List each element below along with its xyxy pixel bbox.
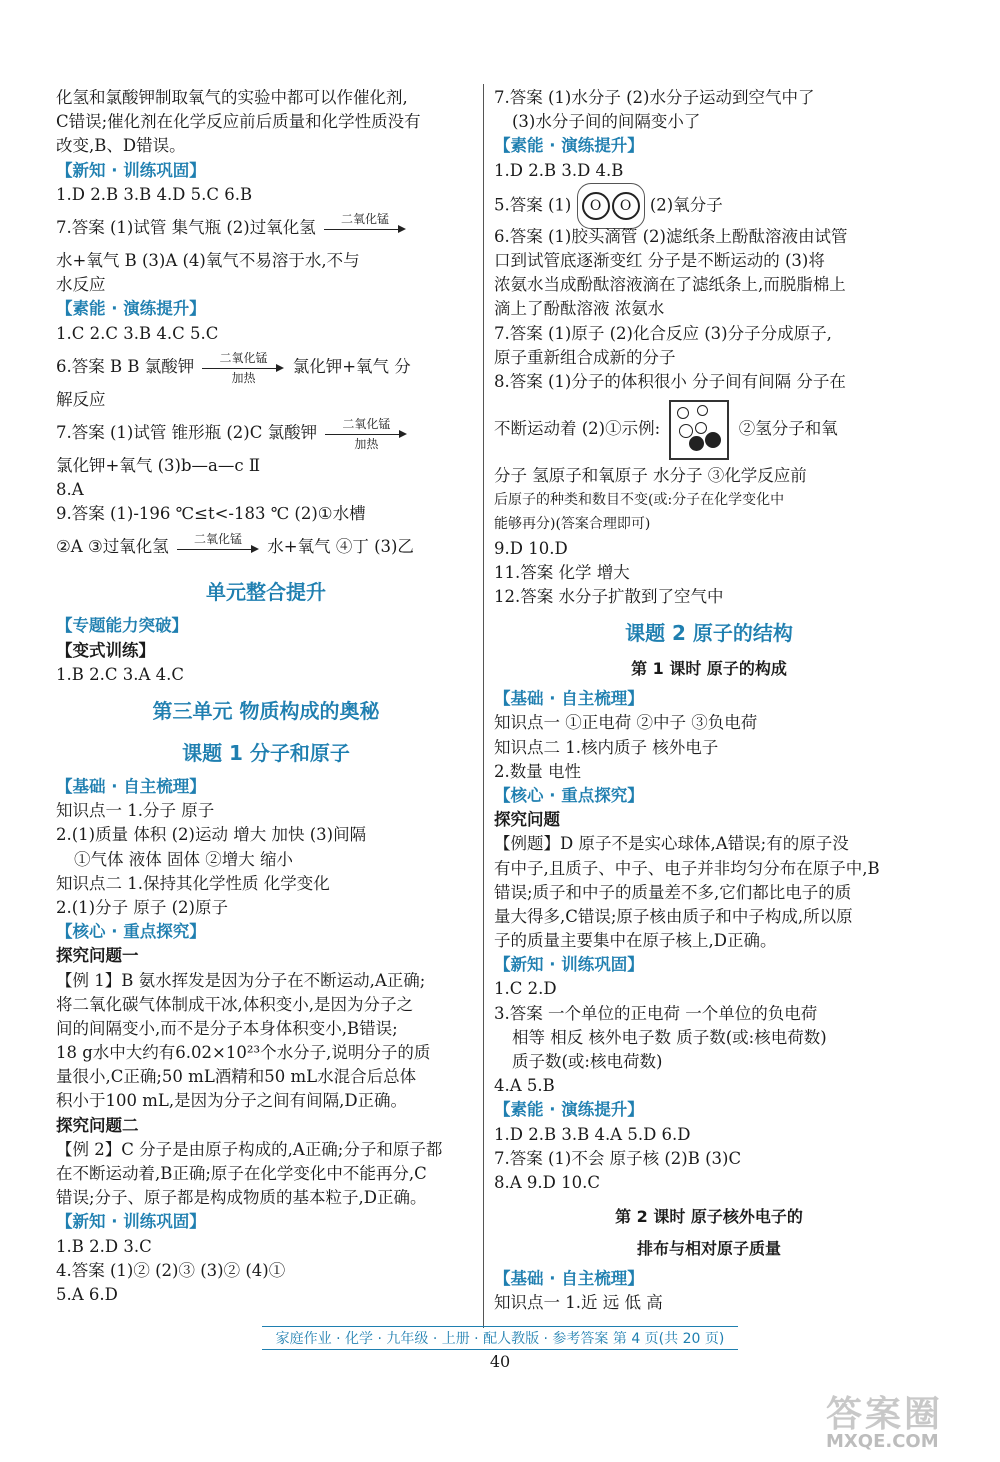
- explanation-line: 【例题】D 原子不是实心球体,A错误;有的原子没: [494, 834, 849, 854]
- explanation-line: 在不断运动着,B正确;原子在化学变化中不能再分,C: [56, 1164, 427, 1183]
- answer-line: 知识点二 1.保持其化学性质 化学变化: [56, 873, 330, 893]
- section-header: 【基础 · 自主梳理】: [56, 777, 206, 796]
- answer-line: 4.A 5.B: [494, 1076, 555, 1096]
- answer-line: 能够再分)(答案合理即可): [494, 516, 651, 533]
- oxygen-atom-icon: O: [612, 192, 640, 220]
- subsection-header: 探究问题一: [56, 946, 139, 966]
- answer-line: 7.答案 (1)不会 原子核 (2)B (3)C: [494, 1148, 742, 1168]
- answer-line: 相等 相反 核外电子数 质子数(或:核电荷数): [512, 1027, 827, 1047]
- text-line: 改变,B、D错误。: [56, 136, 186, 156]
- answer-line: 后原子的种类和数目不变(或:分子在化学变化中: [494, 492, 785, 509]
- explanation-line: 间的间隔变小,而不是分子本身体积变小,B错误;: [56, 1018, 398, 1038]
- answer-line: 1.C 2.D: [494, 979, 557, 999]
- footer-caption: 家庭作业 · 化学 · 九年级 · 上册 · 配人教版 · 参考答案 第 4 页(共 20 页): [262, 1326, 739, 1350]
- left-column: [56, 86, 476, 1307]
- answer-line: 滴上了酚酞溶液 浓氨水: [494, 299, 665, 319]
- subsection-header: 探究问题二: [56, 1115, 139, 1135]
- section-header: 【素能 · 演练提升】: [56, 299, 206, 319]
- section-header: 【核心 · 重点探究】: [494, 785, 644, 805]
- answer-line: 9.答案 (1)-196 ℃≤t<-183 ℃ (2)①水槽: [56, 504, 366, 524]
- period-title: 排布与相对原子质量: [636, 1239, 781, 1259]
- explanation-line: 【例 1】B 氨水挥发是因为分子在不断运动,A正确;: [56, 970, 426, 990]
- section-header: 【素能 · 演练提升】: [494, 1100, 644, 1120]
- watermark-logo-text: 答案圈: [826, 1394, 944, 1435]
- answer-line: 1.C 2.C 3.B 4.C 5.C: [56, 323, 219, 343]
- answer-line: 不断运动着 (2)①示例: ②氢分子和氧: [494, 394, 924, 464]
- explanation-line: 将二氧化碳气体制成干冰,体积变小,是因为分子之: [56, 994, 413, 1014]
- answer-line: 8.答案 (1)分子的体积很小 分子间有间隔 分子在: [494, 371, 846, 391]
- watermark-logo: [826, 1386, 986, 1452]
- section-header: 【新知 · 训练巩固】: [494, 955, 644, 975]
- explanation-line: 错误;分子、原子都是构成物质的基本粒子,D正确。: [56, 1188, 427, 1208]
- answer-line: 知识点二 1.核内质子 核外电子: [494, 737, 719, 757]
- answer-line: 8.A 9.D 10.C: [494, 1172, 600, 1192]
- answer-line: 水+氧气 B (3)A (4)氧气不易溶于水,不与: [56, 250, 360, 270]
- explanation-line: 积小于100 mL,是因为分子之间有间隔,D正确。: [56, 1091, 408, 1111]
- answer-line: 知识点一 1.分子 原子: [56, 801, 215, 821]
- answer-line: ①气体 液体 固体 ②增大 缩小: [74, 849, 293, 869]
- answer-line: 4.答案 (1)② (2)③ (3)② (4)①: [56, 1260, 286, 1280]
- answer-line: 7.答案 (1)试管 集气瓶 (2)过氧化氢 二氧化锰: [56, 207, 476, 249]
- answer-line: ②A ③过氧化氢 二氧化锰 水+氧气 ④丁 (3)乙: [56, 526, 476, 568]
- answer-line: 8.A: [56, 480, 84, 500]
- answer-line: 7.答案 (1)水分子 (2)水分子运动到空气中了: [494, 88, 815, 107]
- subsection-header: 【变式训练】: [56, 640, 155, 660]
- answer-line: 7.答案 (1)原子 (2)化合反应 (3)分子分成原子,: [494, 323, 832, 343]
- oxygen-atom-icon: O: [582, 192, 610, 220]
- answer-line: 1.D 2.B 3.B 4.A 5.D 6.D: [494, 1124, 691, 1144]
- explanation-line: 有中子,且质子、中子、电子并非均匀分布在原子中,B: [494, 858, 880, 878]
- answer-line: 3.答案 一个单位的正电荷 一个单位的负电荷: [494, 1003, 818, 1023]
- reaction-arrow: 二氧化锰: [177, 534, 259, 562]
- oxygen-molecule-diagram: [577, 183, 645, 229]
- lesson-title: 课题 1 分子和原子: [182, 741, 350, 765]
- text-line: C错误;催化剂在化学反应前后质量和化学性质没有: [56, 112, 421, 132]
- right-column: [494, 86, 924, 1316]
- answer-line: 5.A 6.D: [56, 1284, 118, 1304]
- explanation-line: 量很小,C正确;50 mL酒精和50 mL水混合后总体: [56, 1067, 417, 1087]
- molecule-box-diagram: [669, 400, 729, 460]
- answer-line: 原子重新组合成新的分子: [494, 347, 676, 367]
- answer-line: 12.答案 水分子扩散到了空气中: [494, 587, 724, 606]
- period-title: 第 1 课时 原子的构成: [631, 659, 787, 679]
- section-header: 【新知 · 训练巩固】: [56, 1212, 206, 1232]
- answer-line: 解反应: [56, 389, 106, 409]
- reaction-arrow: 二氧化锰 加热: [202, 353, 284, 381]
- answer-line: 1.D 2.B 3.D 4.B: [494, 160, 624, 180]
- reaction-arrow: 二氧化锰: [324, 214, 406, 242]
- answer-line: 知识点一 ①正电荷 ②中子 ③负电荷: [494, 713, 758, 733]
- answer-line: 6.答案 (1)胶头滴管 (2)滤纸条上酚酞溶液由试管: [494, 226, 848, 246]
- answer-line: 浓氨水当成酚酞溶液滴在了滤纸条上,而脱脂棉上: [494, 275, 846, 295]
- unit-title: 单元整合提升: [206, 580, 326, 605]
- answer-line: 2.(1)分子 原子 (2)原子: [56, 897, 228, 917]
- answer-line: 1.D 2.B 3.B 4.D 5.C 6.B: [56, 184, 253, 204]
- explanation-line: 量大得多,C错误;原子核由质子和中子构成,所以原: [494, 906, 853, 926]
- text-line: 化氢和氯酸钾制取氧气的实验中都可以作催化剂,: [56, 88, 408, 107]
- answer-line: 分子 氢原子和氧原子 水分子 ③化学反应前: [494, 466, 807, 486]
- explanation-line: 18 g水中大约有6.02×10²³个水分子,说明分子的质: [56, 1043, 431, 1063]
- explanation-line: 错误;质子和中子的质量差不多,它们都比电子的质: [494, 882, 852, 902]
- chapter-title: 第三单元 物质构成的奥秘: [152, 699, 380, 723]
- section-header: 【新知 · 训练巩固】: [56, 160, 206, 180]
- section-header: 【基础 · 自主梳理】: [494, 1269, 644, 1289]
- section-header: 【核心 · 重点探究】: [56, 922, 206, 942]
- watermark-url: MXQE.COM: [826, 1431, 939, 1452]
- answer-line: 1.B 2.D 3.C: [56, 1236, 152, 1256]
- answer-line: 口到试管底逐渐变红 分子是不断运动的 (3)将: [494, 250, 825, 270]
- reaction-arrow: 二氧化锰 加热: [325, 419, 407, 447]
- answer-line: 2.数量 电性: [494, 761, 581, 781]
- lesson-title: 课题 2 原子的结构: [625, 621, 793, 646]
- period-title: 第 2 课时 原子核外电子的: [615, 1207, 803, 1227]
- section-header: 【基础 · 自主梳理】: [494, 689, 644, 709]
- answer-line: 质子数(或:核电荷数): [512, 1052, 663, 1071]
- explanation-line: 子的质量主要集中在原子核上,D正确。: [494, 931, 777, 951]
- answer-line: 氯化钾+氧气 (3)b—a—c Ⅱ: [56, 455, 261, 475]
- answer-line: 1.B 2.C 3.A 4.C: [56, 664, 184, 684]
- answer-line: 5.答案 (1) O O (2)氧分子: [494, 183, 924, 225]
- answer-line: 6.答案 B B 氯酸钾 二氧化锰 加热 氯化钾+氧气 分: [56, 351, 411, 386]
- answer-line: 11.答案 化学 增大: [494, 562, 630, 582]
- page-footer: [0, 1326, 1000, 1350]
- explanation-line: 【例 2】C 分子是由原子构成的,A正确;分子和原子都: [56, 1139, 443, 1159]
- section-header: 【专题能力突破】: [56, 616, 188, 636]
- answer-line: 7.答案 (1)试管 锥形瓶 (2)C 氯酸钾 二氧化锰 加热: [56, 412, 476, 454]
- subsection-header: 探究问题: [494, 810, 560, 830]
- answer-line: (3)水分子间的间隔变小了: [512, 112, 701, 132]
- answer-line: 9.D 10.D: [494, 538, 568, 558]
- page-number: 40: [489, 1352, 511, 1371]
- answer-line: 水反应: [56, 275, 106, 295]
- column-divider: [483, 84, 484, 1328]
- answer-line: 2.(1)质量 体积 (2)运动 增大 加快 (3)间隔: [56, 825, 367, 845]
- section-header: 【素能 · 演练提升】: [494, 136, 644, 156]
- answer-line: 知识点一 1.近 远 低 高: [494, 1293, 663, 1313]
